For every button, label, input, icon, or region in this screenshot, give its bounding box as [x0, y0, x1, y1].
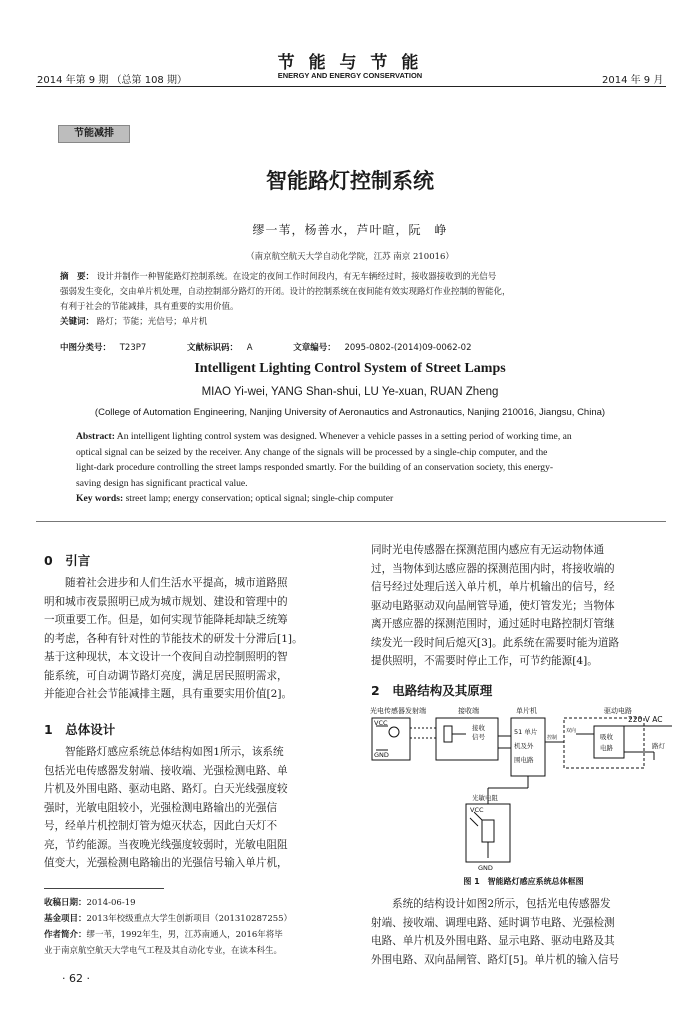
author-bio: 缪一苇，1992年生，男，江苏南通人，2016年将毕	[86, 930, 283, 940]
figure-1-caption: 图 1 智能路灯感应系统总体框图	[463, 877, 584, 886]
heading-overall-design: 1 总体设计	[44, 722, 116, 737]
snubber-text: 电路	[600, 744, 613, 752]
classification	[60, 341, 660, 353]
receiver-box	[436, 718, 498, 760]
right-column-paragraph-2	[371, 895, 676, 969]
photoresistor-label: 光敏电阻	[472, 794, 498, 802]
body-line: 驱动电路驱动双向晶闸管导通，使灯管发光；当物体	[371, 599, 615, 612]
body-line: 射端、接收端、调理电路、延时调节电路、光强检测	[371, 916, 615, 929]
abstract-en-line: optical signal can be seized by the receiver. Any change of the signals will be processed by a single-chip computer, and the	[76, 446, 548, 458]
body-line: 提供照明，不需要时停止工作，可节约能源[4]。	[371, 655, 598, 667]
doc-code: A	[246, 343, 253, 353]
abstract-rule	[36, 521, 666, 522]
footnotes	[44, 895, 354, 959]
body-line: 强时，光敏电阻较小，光强检测电路输出的光强信	[44, 801, 278, 814]
page-number: · 62 ·	[62, 972, 90, 985]
received-label: 收稿日期：	[44, 898, 87, 908]
author-bio: 业于南京航空航天大学电气工程及其自动化专业，在读本科生。	[44, 946, 283, 956]
body-line: 电路、单片机及外围电路、显示电路、驱动电路及其	[371, 935, 615, 947]
authors-cn: 缪一苇，杨善水，芦叶暄，阮 峥	[252, 223, 448, 237]
body-line: 一项重要工作。但是，如何实现节能降耗却缺乏统筹	[44, 614, 288, 626]
body-line: 号，经单片机控制灯管为熄灭状态，因此白天灯不	[44, 820, 278, 832]
clc-code: T23P7	[119, 343, 147, 353]
clc-label: 中图分类号：	[60, 343, 112, 353]
footnote-rule	[44, 888, 164, 889]
title-en: Intelligent Lighting Control System of Street Lamps	[194, 361, 506, 376]
abstract-en-line: saving design has significant practical value.	[76, 477, 248, 489]
mcu-text: 机及外	[514, 742, 534, 750]
abstract-cn	[60, 270, 660, 330]
snubber-text: 吸收	[600, 733, 613, 741]
title-cn: 智能路灯控制系统	[266, 169, 434, 193]
abstract-cn-line: 强弱发生变化，交由单片机处理，自动控制部分路灯的开闭。设计的控制系统在夜间能有效实现路灯作业控制的智能化，	[60, 287, 511, 297]
fund-text: 2013年校级重点大学生创新项目（201310287255）	[86, 914, 293, 924]
keywords-en: street lamp; energy conservation; optical signal; single-chip computer	[125, 493, 394, 504]
fund-label: 基金项目：	[44, 914, 87, 924]
keywords-cn: 路灯；节能；光信号；单片机	[96, 317, 208, 327]
body-line: 片机及外围电路、驱动电路、路灯。白天光线强度较	[44, 783, 288, 795]
affiliation-en: (College of Automation Engineering, Nanjing University of Aeronautics and Astronautics, Nanjing 210016, Jiangsu, China)	[94, 407, 606, 418]
lamp-label: 路灯	[652, 742, 665, 750]
body-line: 能系统，可自动调节路灯亮度，满足居民照明需求，	[44, 669, 288, 682]
abstract-en-line: An intelligent lighting control system was designed. Whenever a vehicle passes in a setting period of working time, an	[116, 431, 572, 442]
article-no: 2095-0802-(2014)09-0062-02	[344, 343, 472, 353]
body-line: 亮，节约能源。当夜晚光线强度较弱时，光敏电阻阻	[44, 838, 288, 851]
authors-en: MIAO Yi-wei, YANG Shan-shui, LU Ye-xuan, RUAN Zheng	[201, 386, 499, 398]
body-line: 系统的结构设计如图2所示，包括光电传感器发	[392, 898, 611, 910]
body-line: 明和城市夜景照明已成为城市规划、建设和管理中的	[44, 595, 288, 608]
thyristor-label: 双向	[566, 728, 577, 734]
article-no-label: 文章编号：	[293, 343, 336, 353]
figure-1-diagram	[366, 704, 678, 874]
design-paragraph	[44, 743, 349, 873]
vcc-label: VCC	[470, 806, 484, 814]
label-receiver: 接收端	[458, 707, 479, 715]
heading-circuit: 2 电路结构及其原理	[371, 683, 493, 698]
body-line: 外围电路、双向晶闸管、路灯[5]。单片机的输入信号	[371, 953, 620, 966]
body-line: 基于这种现状，本文设计一个夜间自动控制照明的智	[44, 651, 288, 663]
snubber-box	[594, 726, 624, 758]
issue-date: 2014 年 9 月	[602, 75, 664, 86]
intro-paragraph	[44, 574, 349, 704]
body-line: 离开感应器的探测范围时，通过延时电路控制灯管继	[371, 618, 615, 630]
receiver-note: 信号	[472, 733, 485, 741]
abstract-cn-label: 摘 要：	[60, 272, 95, 282]
body-line: 并能迎合社会节能减排主题，具有重要实用价值[2]。	[44, 688, 293, 700]
abstract-cn-line: 有利于社会的节能减排，具有重要的实用价值。	[60, 302, 239, 312]
keywords-cn-label: 关键词：	[60, 317, 95, 327]
masthead-en: ENERGY AND ENERGY CONSERVATION	[277, 71, 423, 80]
author-bio-label: 作者简介：	[44, 930, 87, 940]
abstract-en-line: light-dark procedure controlling the street lamps responded smartly. For the building of an conservation society, this energy-	[76, 462, 554, 473]
body-line: 智能路灯感应系统总体结构如图1所示，该系统	[65, 746, 284, 758]
receiver-note: 接收	[472, 724, 485, 732]
header-rule	[36, 86, 666, 87]
heading-introduction: 0 引言	[44, 553, 91, 568]
body-line: 过，当物体到达感应器的探测范围内时，将接收端的	[371, 562, 615, 575]
right-column-paragraph	[371, 541, 676, 671]
mcu-text: 围电路	[514, 756, 534, 764]
body-line: 信号经过处理后送入单片机，单片机输出的信号，经	[371, 581, 615, 593]
section-badge: 节能减排	[58, 125, 130, 143]
keywords-en-label: Key words:	[76, 493, 124, 504]
mcu-text: 51 单片	[514, 728, 538, 736]
body-line: 的考虑，各种有针对性的节能技术的研发十分滞后[1]。	[44, 632, 303, 645]
port-label: 控制	[547, 735, 558, 741]
label-mcu: 单片机	[516, 707, 537, 715]
body-line: 随着社会进步和人们生活水平提高，城市道路照	[65, 577, 288, 589]
body-line: 值变大，光强检测电路输出的光强信号输入单片机，	[44, 857, 288, 869]
label-emitter: 光电传感器发射端	[370, 707, 426, 715]
issue-info: 2014 年第 9 期 （总第 108 期）	[37, 75, 187, 86]
abstract-en	[76, 429, 656, 507]
body-line: 包括光电传感器发射端、接收端、光强检测电路、单	[44, 764, 288, 777]
ac-label: 220 V AC	[628, 715, 663, 724]
abstract-en-label: Abstract:	[76, 431, 115, 442]
abstract-cn-line: 设计并制作一种智能路灯控制系统。在设定的夜间工作时间段内，有无车辆经过时，接收器接收到的光信号	[96, 272, 497, 282]
gnd-label: GND	[478, 864, 493, 872]
label-driver: 驱动电路	[604, 707, 632, 715]
affiliation-cn: （南京航空航天大学自动化学院，江苏 南京 210016）	[246, 252, 454, 262]
body-line: 续发光一段时间后熄灭[3]。此系统在需要时能为道路	[371, 636, 620, 649]
gnd-label: GND	[374, 751, 389, 759]
doc-code-label: 文献标识码：	[186, 343, 238, 353]
received-date: 2014-06-19	[86, 898, 136, 908]
body-line: 同时光电传感器在探测范围内感应有无运动物体通	[371, 544, 605, 556]
masthead-cn: 节 能 与 节 能	[277, 53, 423, 73]
vcc-label: VCC	[374, 719, 388, 727]
